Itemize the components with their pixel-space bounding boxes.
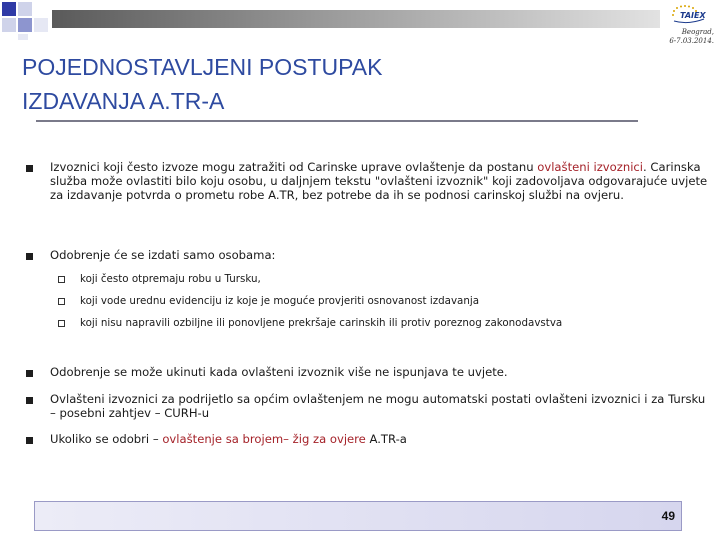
bullet-5-text-b: A.TR-a [365,432,407,446]
bullet-5-highlight: ovlaštenje sa brojem– žig za ovjere [162,432,366,446]
taiex-logo-icon [668,4,710,28]
page-title [22,50,642,118]
sub-item-3: koji nisu napravili ozbiljne ili ponovljene prekršaje carinskih ili protiv poreznog zakonodavstva [80,317,563,329]
sub-bullet-marker [58,298,65,305]
corner-square [34,18,48,32]
bullet-paragraph-2: Odobrenje će se izdati samo osobama: [50,248,276,262]
title-line-2: IZDAVANJA A.TR-A [22,88,225,114]
corner-square [18,34,28,40]
header-gradient-bar [52,10,660,28]
page-number: 49 [661,509,675,523]
bullet-marker [26,370,33,377]
sub-item-1: koji često otpremaju robu u Tursku, [80,273,261,285]
bullet-marker [26,165,33,172]
title-line-1: POJEDNOSTAVLJENI POSTUPAK [22,54,383,80]
sub-bullet-marker [58,320,65,327]
corner-square [18,18,32,32]
bullet-1-text-a: Izvoznici koji često izvoze mogu zatražiti od Carinske uprave ovlaštenje da postanu [50,160,538,174]
corner-square [2,18,16,32]
taiex-logo [664,4,714,54]
title-underline [36,120,638,122]
bullet-paragraph-5 [50,432,710,446]
corner-square [18,2,32,16]
bullet-marker [26,397,33,404]
bullet-paragraph-1 [50,160,710,202]
logo-date: 6-7.03.2014. [669,37,714,45]
logo-place: Beograd, [681,28,714,36]
footer-bar [34,501,682,531]
bullet-5-text-a: Ukoliko se odobri – [50,432,163,446]
corner-decoration [0,0,60,40]
bullet-1-highlight: ovlašteni izvoznici [537,160,644,174]
bullet-1-text-b: . Carinska služba može ovlastiti bilo koju osobu, u daljnjem tekstu "ovlašteni izvoznik" koji zadovoljava odgovarajuće uvjete za izdavanje potvrda o prometu robe A.TR, bez potrebe da ih se podnosi carinskoj službi na ovjeru. [50,160,708,202]
logo-wordmark: TAIEX [680,11,706,20]
bullet-marker [26,437,33,444]
bullet-marker [26,253,33,260]
sub-bullet-marker [58,276,65,283]
corner-square [2,2,16,16]
bullet-paragraph-3: Odobrenje se može ukinuti kada ovlašteni izvoznik više ne ispunjava te uvjete. [50,365,508,379]
bullet-paragraph-4: Ovlašteni izvoznici za podrijetlo sa općim ovlaštenjem ne mogu automatski postati ovlašteni izvoznici i za Tursku – posebni zahtjev – CURH-u [50,392,706,420]
sub-item-2: koji vode urednu evidenciju iz koje je moguće provjeriti osnovanost izdavanja [80,295,480,307]
